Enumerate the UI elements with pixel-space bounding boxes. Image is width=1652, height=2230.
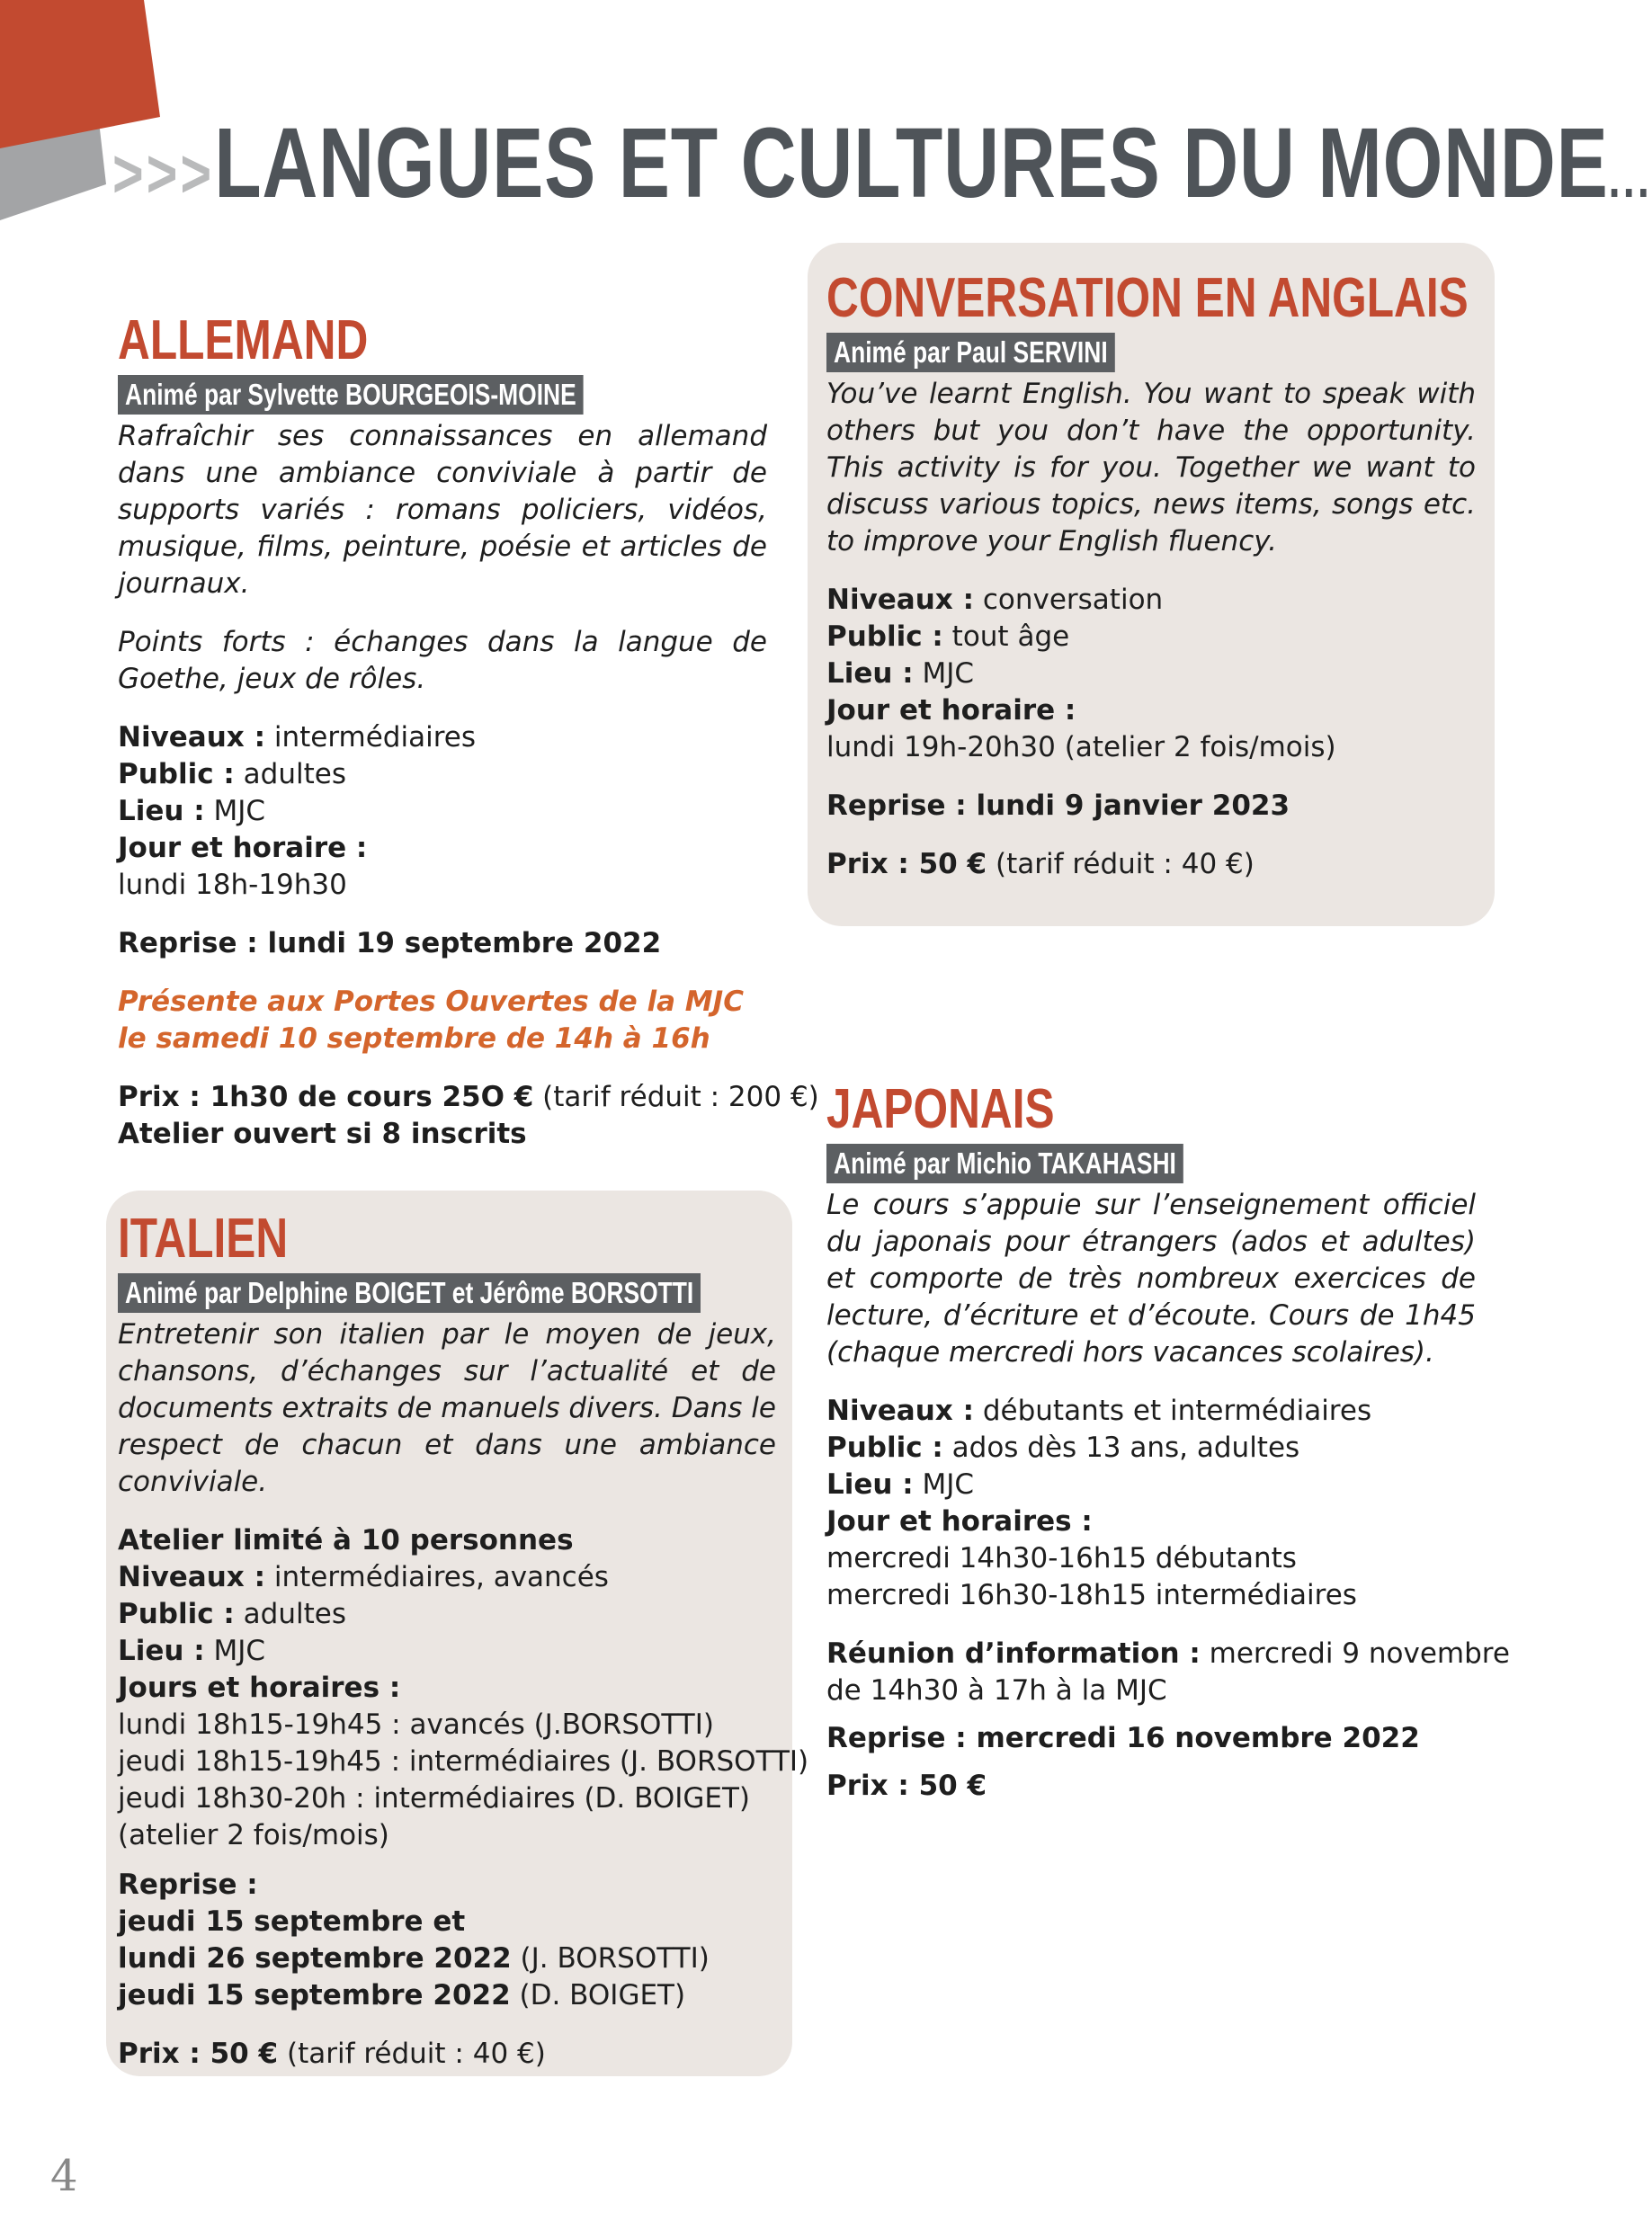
atelier-line: Atelier ouvert si 8 inscrits <box>118 1118 527 1150</box>
prix-line: Prix : 50 € (tarif réduit : 40 €) <box>826 848 1255 880</box>
reprise-date-3: jeudi 15 septembre 2022 (D. BOIGET) <box>118 1979 686 2011</box>
prix-line: Prix : 50 € <box>826 1770 987 1802</box>
jours-label: Jour et horaires : <box>826 1505 1093 1538</box>
horaire-line: jeudi 18h15-19h45 : intermédiaires (J. BORSOTTI) <box>118 1745 809 1778</box>
jour-value: lundi 19h-20h30 (atelier 2 fois/mois) <box>826 731 1336 763</box>
horaire-line: jeudi 18h30-20h : intermédiaires (D. BOIGET) <box>118 1782 751 1815</box>
atelier-line: Atelier limité à 10 personnes <box>118 1524 574 1557</box>
lieu-line: Lieu : MJC <box>826 657 975 690</box>
reunion-line-1: Réunion d’information : mercredi 9 novembre <box>826 1637 1510 1670</box>
section-japonais <box>826 1077 1510 1805</box>
public-line: Public : adultes <box>118 758 346 790</box>
section-title: ALLEMAND <box>118 309 369 371</box>
reunion-line-2: de 14h30 à 17h à la MJC <box>826 1674 1167 1707</box>
lieu-line: Lieu : MJC <box>118 1635 266 1667</box>
animator-badge: Animé par Sylvette BOURGEOIS-MOINE <box>118 375 584 415</box>
page-title: LANGUES ET CULTURES DU MONDE <box>214 108 1609 219</box>
jour-label: Jour et horaire : <box>118 832 368 864</box>
description: Le cours s’appuie sur l’enseignement officiel du japonais pour étrangers (ados et adultes) et comporte de très nombreux exercices de lecture, d’écriture et d’écoute. Cours de 1h45 (chaque mercredi hors vacances scolaires). <box>826 1189 1476 1369</box>
horaire-line: mercredi 16h30-18h15 intermédiaires <box>826 1579 1357 1611</box>
description: Entretenir son italien par le moyen de jeux, chansons, d’échanges sur l’actualité et de documents extraits de manuels divers. Dans le respect de chacun et dans une ambiance conviviale. <box>118 1318 776 1498</box>
horaire-line: (atelier 2 fois/mois) <box>118 1819 389 1851</box>
open-house-line-2: le samedi 10 septembre de 14h à 16h <box>118 1022 710 1055</box>
section-title: JAPONAIS <box>826 1078 1055 1140</box>
niveaux-line: Niveaux : débutants et intermédiaires <box>826 1395 1372 1427</box>
niveaux-line: Niveaux : intermédiaires, avancés <box>118 1561 609 1593</box>
animator-badge: Animé par Michio TAKAHASHI <box>826 1144 1183 1183</box>
jour-value: lundi 18h-19h30 <box>118 869 347 901</box>
page-header <box>112 106 1652 220</box>
reprise-label: Reprise : <box>118 1869 258 1901</box>
reprise-date-1: jeudi 15 septembre et <box>118 1905 466 1938</box>
jour-label: Jour et horaire : <box>826 694 1076 727</box>
page-number: 4 <box>50 2151 78 2201</box>
description: You’ve learnt English. You want to speak with others but you don’t have the opportunity. This activity is for you. Together we want to discuss various topics, news items, songs etc. to improve your English fluency. <box>826 378 1476 558</box>
open-house-line-1: Présente aux Portes Ouvertes de la MJC <box>118 986 744 1018</box>
public-line: Public : ados dès 13 ans, adultes <box>826 1432 1300 1464</box>
section-title: CONVERSATION EN ANGLAIS <box>826 267 1469 329</box>
jours-label: Jours et horaires : <box>118 1672 401 1704</box>
section-allemand <box>118 308 819 1153</box>
horaire-line: mercredi 14h30-16h15 débutants <box>826 1542 1297 1574</box>
reprise-line: Reprise : lundi 9 janvier 2023 <box>826 789 1290 822</box>
section-italien <box>106 1191 809 2076</box>
section-anglais <box>808 243 1495 926</box>
lieu-line: Lieu : MJC <box>826 1468 975 1501</box>
horaire-line: lundi 18h15-19h45 : avancés (J.BORSOTTI) <box>118 1708 714 1741</box>
reprise-line: Reprise : lundi 19 septembre 2022 <box>118 927 662 959</box>
animator-badge: Animé par Delphine BOIGET et Jérôme BORSOTTI <box>118 1273 701 1313</box>
animator-badge: Animé par Paul SERVINI <box>826 333 1115 372</box>
niveaux-line: Niveaux : intermédiaires <box>118 721 476 754</box>
public-line: Public : adultes <box>118 1598 346 1630</box>
header-ellipsis: ... <box>1608 148 1652 209</box>
niveaux-line: Niveaux : conversation <box>826 584 1164 616</box>
lieu-line: Lieu : MJC <box>118 795 266 827</box>
prix-line: Prix : 1h30 de cours 25O € (tarif réduit : 200 €) <box>118 1081 819 1113</box>
public-line: Public : tout âge <box>826 620 1070 653</box>
header-chevrons: >>> <box>112 136 215 212</box>
points-forts: Points forts : échanges dans la langue de Goethe, jeux de rôles. <box>118 626 767 695</box>
reprise-date-2: lundi 26 septembre 2022 (J. BORSOTTI) <box>118 1942 710 1975</box>
prix-line: Prix : 50 € (tarif réduit : 40 €) <box>118 2038 546 2070</box>
description: Rafraîchir ses connaissances en allemand dans une ambiance conviviale à partir de supports variés : romans policiers, vidéos, musique, films, peinture, poésie et articles de journaux. <box>118 420 767 600</box>
section-title: ITALIEN <box>118 1208 289 1270</box>
reprise-line: Reprise : mercredi 16 novembre 2022 <box>826 1722 1420 1754</box>
